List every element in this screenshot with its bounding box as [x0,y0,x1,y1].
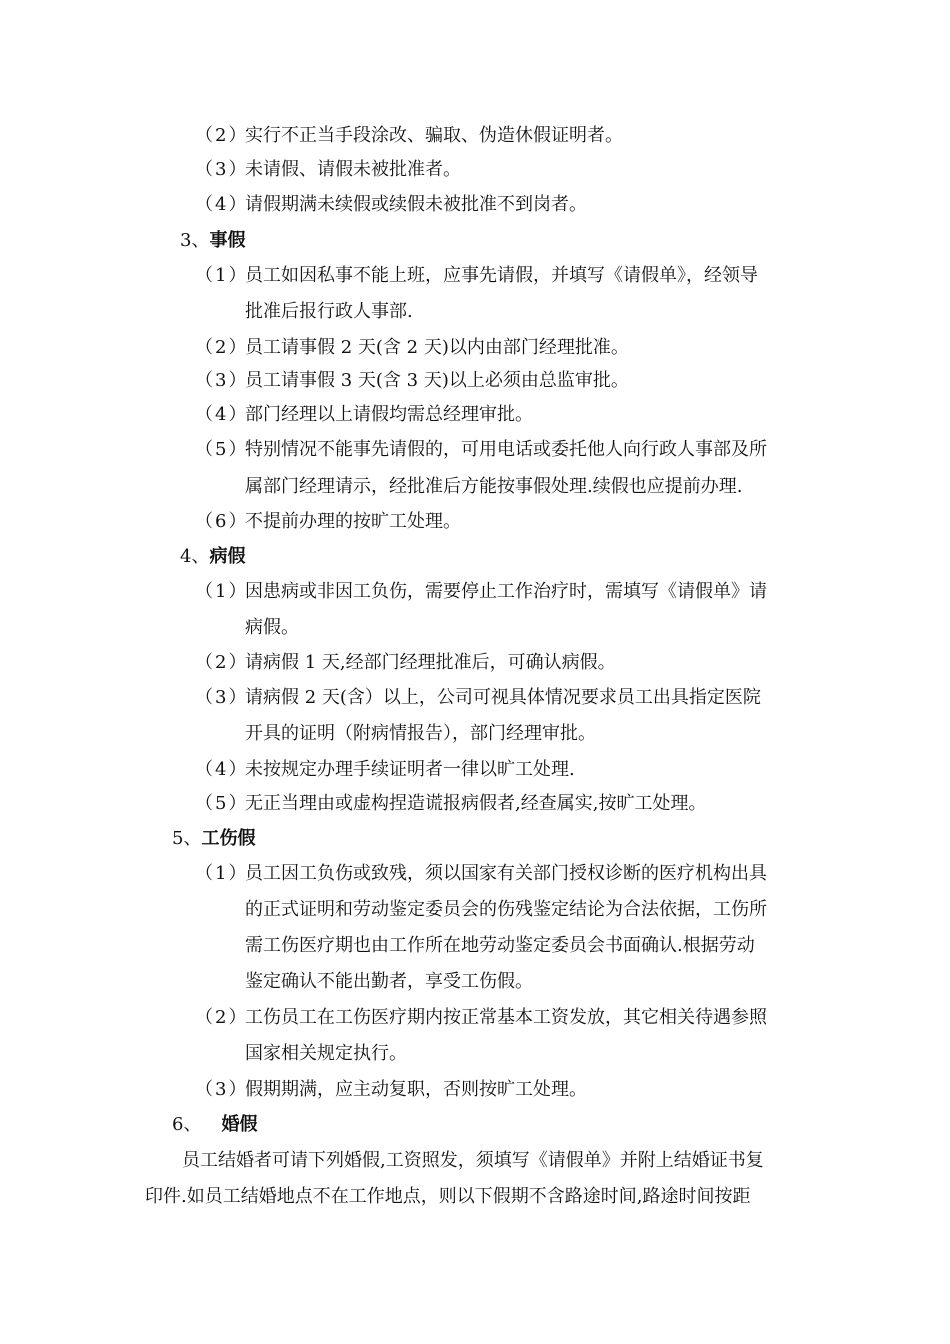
item-text: 鉴定确认不能出勤者，享受工伤假。 [245,971,533,992]
item-text: 员工如因私事不能上班，应事先请假，并填写《请假单》，经领导 [245,265,758,286]
heading-title: 工伤假 [201,828,256,849]
item-number: （2） [195,125,249,146]
item-text: 员工请事假 2 天(含 2 天)以内由部门经理批准。 [245,337,629,358]
heading-number: 6、 [172,1114,202,1135]
item-text: 无正当理由或虚构捏造谎报病假者,经查属实,按旷工处理。 [245,793,707,814]
heading-title: 病假 [209,546,246,567]
item-number: （3） [195,370,249,391]
item-number: （1） [195,265,249,286]
item-number: （3） [195,159,249,180]
item-text: 请病假 1 天,经部门经理批准后，可确认病假。 [245,652,616,673]
item-text: 批准后报行政人事部. [245,301,413,322]
item-text: 特别情况不能事先请假的，可用电话或委托他人向行政人事部及所 [245,439,767,460]
item-number: （2） [195,337,249,358]
item-number: （5） [195,439,249,460]
item-text: 假期期满，应主动复职，否则按旷工处理。 [245,1079,587,1100]
item-number: （4） [195,404,249,425]
item-text: 工伤员工在工伤医疗期内按正常基本工资发放，其它相关待遇参照 [245,1007,767,1028]
heading-number: 5、 [172,828,202,849]
item-text: 国家相关规定执行。 [245,1043,407,1064]
item-text: 属部门经理请示，经批准后方能按事假处理.续假也应提前办理. [245,476,743,497]
paragraph-line: 印件.如员工结婚地点不在工作地点，则以下假期不含路途时间,路途时间按距 [145,1186,751,1207]
heading-number: 3、 [180,230,210,251]
item-text: 实行不正当手段涂改、骗取、伪造休假证明者。 [245,125,623,146]
item-number: （2） [195,1007,249,1028]
heading-title: 事假 [209,230,246,251]
item-text: 员工因工负伤或致残，须以国家有关部门授权诊断的医疗机构出具 [245,863,767,884]
item-text: 病假。 [245,617,299,638]
heading-number: 4、 [180,546,210,567]
item-number: （5） [195,793,249,814]
item-text: 部门经理以上请假均需总经理审批。 [245,404,533,425]
item-text: 请假期满未续假或续假未被批准不到岗者。 [245,194,587,215]
item-text: 因患病或非因工负伤，需要停止工作治疗时，需填写《请假单》请 [245,581,767,602]
item-number: （6） [195,511,249,532]
item-number: （1） [195,863,249,884]
item-text: 开具的证明（附病情报告），部门经理审批。 [245,723,596,744]
item-text: 需工伤医疗期也由工作所在地劳动鉴定委员会书面确认.根据劳动 [245,935,755,956]
item-number: （2） [195,652,249,673]
item-text: 的正式证明和劳动鉴定委员会的伤残鉴定结论为合法依据，工伤所 [245,899,767,920]
item-number: （4） [195,759,249,780]
item-text: 未按规定办理手续证明者一律以旷工处理. [245,759,575,780]
item-text: 请病假 2 天(含）以上，公司可视具体情况要求员工出具指定医院 [245,687,761,708]
item-number: （1） [195,581,249,602]
paragraph-line: 员工结婚者可请下列婚假,工资照发，须填写《请假单》并附上结婚证书复 [182,1150,764,1171]
item-number: （4） [195,194,249,215]
item-text: 员工请事假 3 天(含 3 天)以上必须由总监审批。 [245,370,629,391]
item-number: （3） [195,1079,249,1100]
item-number: （3） [195,687,249,708]
item-text: 不提前办理的按旷工处理。 [245,511,461,532]
heading-title: 婚假 [221,1114,258,1135]
item-text: 未请假、请假未被批准者。 [245,159,461,180]
